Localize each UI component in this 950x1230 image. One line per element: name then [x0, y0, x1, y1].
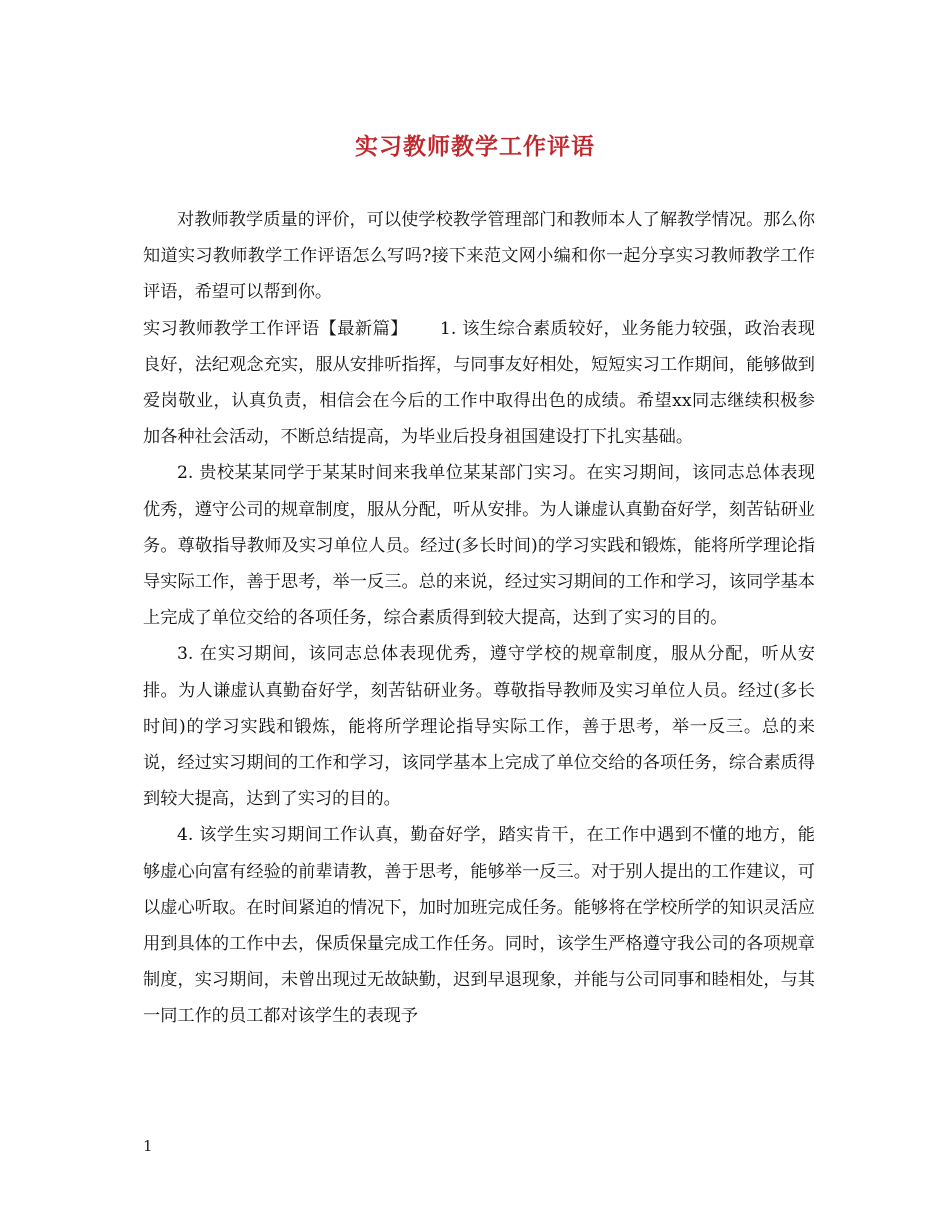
paragraph-1 [143, 311, 815, 456]
paragraph-1-text: 1. 该生综合素质较好，业务能力较强，政治表现良好，法纪观念充实，服从安排听指挥，与同事友好相处，短短实习工作期间，能够做到爱岗敬业，认真负责，相信会在今后的工作中取得出色的成绩。希望xx同志继续积极参加各种社会活动，不断总结提高，为毕业后投身祖国建设打下扎实基础。 [143, 318, 815, 448]
paragraph-4: 4. 该学生实习期间工作认真，勤奋好学，踏实肯干，在工作中遇到不懂的地方，能够虚心向富有经验的前辈请教，善于思考，能够举一反三。对于别人提出的工作建议，可以虚心听取。在时间紧迫的情况下，加时加班完成任务。能够将在学校所学的知识灵活应用到具体的工作中去，保质保量完成工作任务。同时，该学生严格遵守我公司的各项规章制度，实习期间，未曾出现过无故缺勤，迟到早退现象，并能与公司同事和睦相处，与其一同工作的员工都对该学生的表现予 [143, 825, 815, 1027]
page-title: 实习教师教学工作评语 [355, 133, 595, 160]
section-label: 实习教师教学工作评语【最新篇】 [143, 318, 408, 339]
paragraph-3: 3. 在实习期间，该同志总体表现优秀，遵守学校的规章制度，服从分配，听从安排。为人谦虚认真勤奋好学，刻苦钻研业务。尊敬指导教师及实习单位人员。经过(多长时间)的学习实践和锻炼，能将所学理论指导实际工作，善于思考，举一反三。总的来说，经过实习期间的工作和学习，该同学基本上完成了单位交给的各项任务，综合素质得到较大提高，达到了实习的目的。 [143, 644, 815, 810]
intro-paragraph: 对教师教学质量的评价，可以使学校教学管理部门和教师本人了解教学情况。那么你知道实习教师教学工作评语怎么写吗?接下来范文网小编和你一起分享实习教师教学工作评语，希望可以帮到你。 [143, 210, 815, 303]
page-number: 1 [143, 1137, 153, 1155]
document-body [143, 202, 815, 1035]
paragraph-2: 2. 贵校某某同学于某某时间来我单位某某部门实习。在实习期间，该同志总体表现优秀，遵守公司的规章制度，服从分配，听从安排。为人谦虚认真勤奋好学，刻苦钻研业务。尊敬指导教师及实习单位人员。经过(多长时间)的学习实践和锻炼，能将所学理论指导实际工作，善于思考，举一反三。总的来说，经过实习期间的工作和学习，该同学基本上完成了单位交给的各项任务，综合素质得到较大提高，达到了实习的目的。 [143, 463, 815, 629]
